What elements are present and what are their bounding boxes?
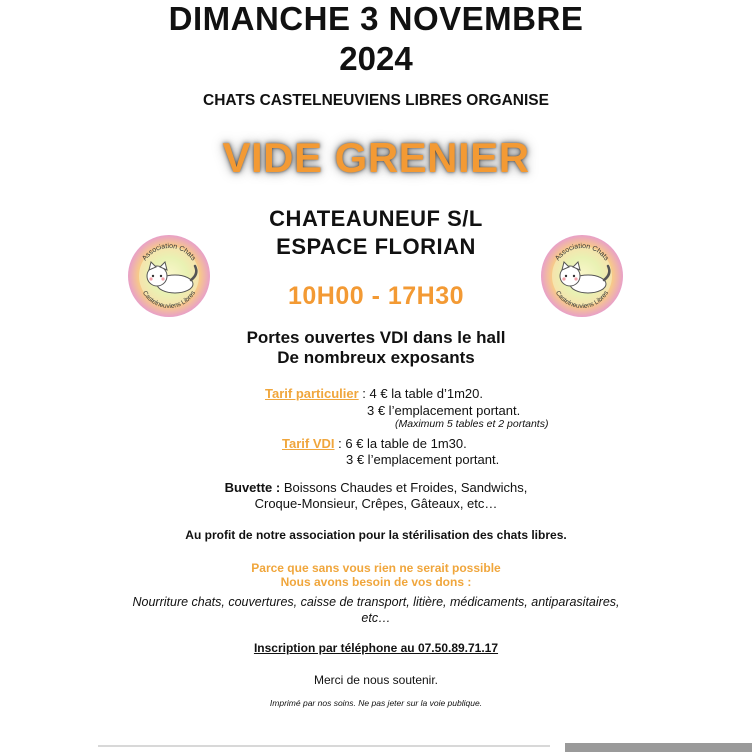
logo-bottom-text: Castelneuviens Libres — [553, 289, 611, 311]
pricing-vdi-line2: 3 € l’emplacement portant. — [346, 452, 500, 467]
pricing-particulier — [265, 386, 483, 401]
buvette-line-1 — [0, 480, 752, 495]
pricing-vdi — [282, 436, 467, 451]
intro-line-2: De nombreux exposants — [277, 348, 475, 367]
footer-bar — [565, 743, 752, 752]
thanks-text: Merci de nous soutenir. — [313, 673, 439, 687]
buvette-line-2: Croque-Monsieur, Crêpes, Gâteaux, etc… — [254, 496, 498, 511]
pricing-vdi-line1: : 6 € la table de 1m30. — [334, 436, 467, 451]
logo-bottom-text: Castelneuviens Libres — [140, 289, 198, 311]
needs-line-2: etc… — [361, 611, 391, 625]
pricing-particulier-note: (Maximum 5 tables et 2 portants) — [395, 418, 549, 430]
profit-statement: Au profit de notre association pour la stérilisation des chats libres. — [185, 528, 567, 542]
pricing-particulier-line2: 3 € l’emplacement portant. — [367, 403, 521, 418]
buvette-label: Buvette : — [224, 480, 281, 495]
registration-phone[interactable]: Inscription par téléphone au 07.50.89.71.17 — [253, 641, 499, 655]
pricing-particulier-line1: : 4 € la table d’1m20. — [358, 386, 483, 401]
event-hours: 10H00 - 17H30 — [287, 282, 465, 310]
logo-top-text: Association Chats — [554, 242, 610, 263]
intro-line-1: Portes ouvertes VDI dans le hall — [246, 328, 506, 347]
footer-divider — [98, 745, 550, 747]
printed-notice: Imprimé par nos soins. Ne pas jeter sur la voie publique. — [269, 698, 483, 708]
pricing-particulier-label: Tarif particulier — [265, 386, 359, 401]
location-venue: ESPACE FLORIAN — [276, 234, 476, 259]
logo-top-text: Association Chats — [141, 242, 197, 263]
organizer: CHATS CASTELNEUVIENS LIBRES ORGANISE — [203, 92, 549, 109]
needs-line-1: Nourriture chats, couvertures, caisse de transport, litière, médicaments, antiparasitaires, — [132, 595, 620, 609]
pricing-vdi-label: Tarif VDI — [282, 436, 335, 451]
location-town: CHATEAUNEUF S/L — [269, 206, 483, 231]
event-year: 2024 — [339, 40, 413, 77]
event-title: VIDE GRENIER — [222, 134, 530, 181]
event-date: DIMANCHE 3 NOVEMBRE — [168, 0, 584, 37]
buvette-items-1: Boissons Chaudes et Froides, Sandwichs, — [280, 480, 528, 495]
appeal-line-1: Parce que sans vous rien ne serait possible — [251, 561, 501, 575]
appeal-line-2: Nous avons besoin de vos dons : — [280, 575, 472, 589]
